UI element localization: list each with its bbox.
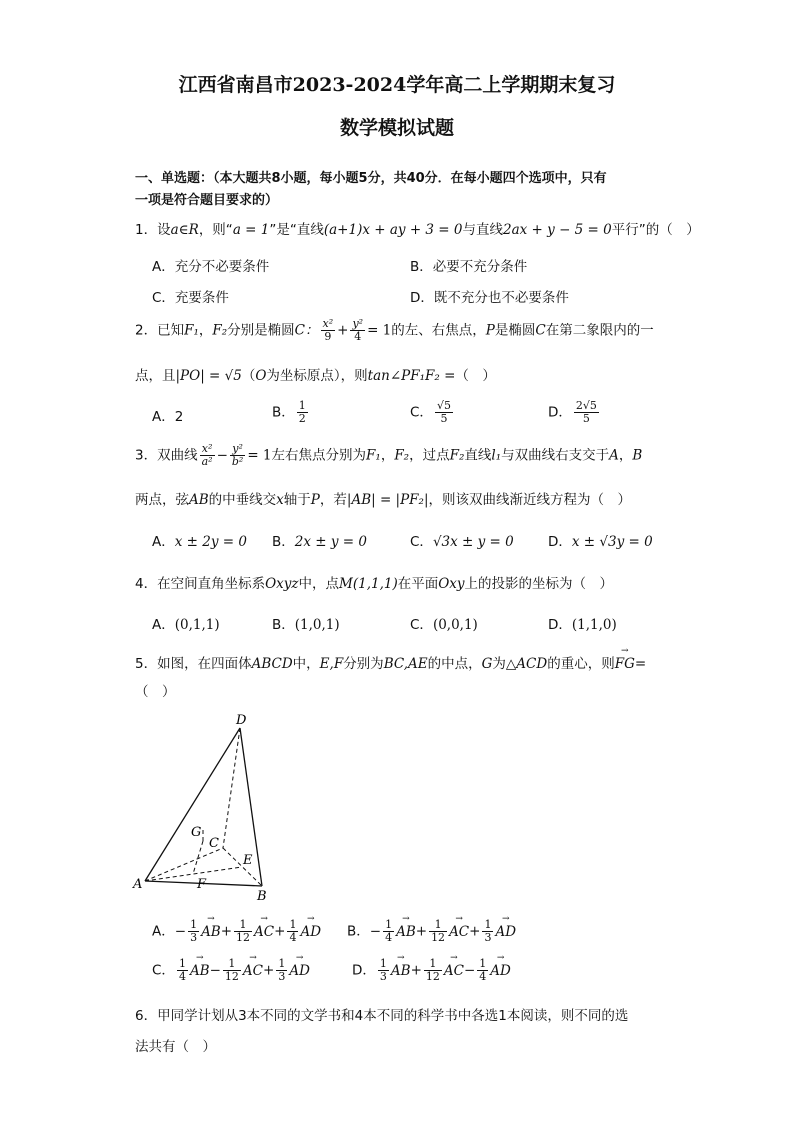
option-label: D． <box>548 617 572 633</box>
q2-math: C： <box>294 322 319 339</box>
fraction <box>477 958 488 983</box>
vector: → AD <box>289 963 310 979</box>
question-3-stem-cont <box>135 488 631 508</box>
vector: → AD <box>490 963 511 979</box>
denominator: 9 <box>324 330 332 343</box>
fraction <box>435 400 453 425</box>
fraction <box>297 400 308 425</box>
q3-text: 双曲线 <box>157 447 198 464</box>
option-math: (0,1,1) <box>174 617 220 633</box>
option-math: x ± √3y = 0 <box>571 534 653 550</box>
question-number: 4． <box>135 576 158 592</box>
numerator: 1 <box>484 918 492 931</box>
question-5-stem <box>135 652 646 672</box>
q4-math: Oxy <box>438 576 465 592</box>
option-math: (0,0,1) <box>432 617 478 633</box>
numerator: 1 <box>479 957 487 970</box>
q6-text: 甲同学计划从3本不同的文学书和4本不同的科学书中各选1本阅读，则不同的选 <box>157 1008 629 1024</box>
denominator: 3 <box>379 970 387 983</box>
question-number: 1． <box>135 222 158 238</box>
option-math: x ± 2y = 0 <box>174 534 247 550</box>
question-2-stem-cont <box>135 364 496 384</box>
vector: → AB <box>201 924 221 940</box>
denominator: 12 <box>236 931 251 944</box>
fraction <box>200 443 215 468</box>
q5-math: G <box>481 656 493 672</box>
q3-text: ，过点 <box>409 447 450 464</box>
term-sign: − <box>174 923 187 940</box>
term-sign: + <box>410 962 422 979</box>
fraction <box>378 958 389 983</box>
denominator: 4 <box>289 931 297 944</box>
tetrahedron-figure <box>125 708 285 908</box>
denominator: 4 <box>385 931 393 944</box>
q2-math: F₂ <box>212 322 228 339</box>
q3-math: − <box>216 447 228 464</box>
fraction <box>276 958 287 983</box>
q3-text: 两点，弦 <box>135 492 189 508</box>
q3-math: F₁ <box>366 447 381 464</box>
q4-text: 中，点 <box>298 576 340 592</box>
q1-text: 平行”的（ ） <box>611 222 700 238</box>
q2-text: 在第二象限内的一 <box>545 322 654 339</box>
q3-text: ， <box>618 447 633 464</box>
q2-math: O <box>255 368 267 384</box>
fraction <box>230 443 245 468</box>
denominator: 2 <box>298 412 306 425</box>
q5-math: = <box>634 656 647 672</box>
q3-math: AB <box>189 492 209 508</box>
question-4-stem <box>135 572 613 592</box>
denominator: 3 <box>484 931 492 944</box>
segment-ae <box>145 867 242 881</box>
option-label: B． <box>272 404 295 421</box>
option-label: B． <box>347 923 370 940</box>
fraction <box>574 400 599 425</box>
q2-math: = 1 <box>367 322 392 339</box>
q1-option-b[interactable]: B．必要不充分条件 <box>410 259 528 275</box>
denominator: 4 <box>178 970 186 983</box>
q5-math: BC,AE <box>383 656 428 672</box>
q3-text: 与双曲线右支交于 <box>501 447 610 464</box>
q2-text: 为坐标原点），则 <box>266 368 368 384</box>
option-label: D． <box>548 404 572 421</box>
q3-option-a[interactable] <box>152 530 247 550</box>
term-sign: + <box>469 923 481 940</box>
option-label: A． <box>152 617 175 633</box>
q2-option-a[interactable]: A．2 <box>152 409 184 425</box>
numerator: 1 <box>298 399 306 412</box>
question-3-stem <box>135 443 642 468</box>
option-label: C． <box>410 404 433 421</box>
q1-option-d[interactable]: D．既不充分也不必要条件 <box>410 290 569 306</box>
term-sign: − <box>463 962 476 979</box>
section-heading-line2: 一项是符合题目要求的） <box>135 193 279 208</box>
edge-ac <box>145 848 223 881</box>
q3-option-b[interactable] <box>272 530 367 550</box>
question-1-stem <box>135 218 700 238</box>
numerator: 1 <box>178 957 186 970</box>
q1-option-c[interactable]: C．充要条件 <box>152 290 229 306</box>
q3-option-c[interactable] <box>410 530 514 550</box>
q4-math: Oxyz <box>265 576 299 592</box>
fraction <box>234 919 252 944</box>
fraction <box>188 919 199 944</box>
question-number: 6． <box>135 1008 158 1024</box>
q4-option-c[interactable] <box>410 613 478 633</box>
q5-text: 中， <box>292 656 320 672</box>
q4-text: 在平面 <box>397 576 439 592</box>
numerator: 1 <box>289 918 297 931</box>
q1-text: 与直线 <box>462 222 503 238</box>
q5-option-b[interactable] <box>347 919 516 944</box>
q3-math: x <box>276 492 284 508</box>
q2-text: 已知 <box>157 322 185 339</box>
q5-text: 如图，在四面体 <box>157 656 252 672</box>
question-6-stem-cont: 法共有（ ） <box>135 1039 216 1055</box>
q2-math: |PO| = √5 <box>175 368 242 384</box>
option-math: (1,1,0) <box>571 617 617 633</box>
vector: → AB <box>396 924 416 940</box>
denominator: 12 <box>224 970 239 983</box>
option-label: C． <box>152 962 175 979</box>
q3-math: F₂ <box>394 447 410 464</box>
q3-text: 轴于 <box>283 492 311 508</box>
q2-option-b[interactable] <box>272 400 310 425</box>
q4-math: M(1,1,1) <box>339 576 398 592</box>
point-label-e: E <box>243 853 253 868</box>
fraction <box>350 318 365 343</box>
q2-text: 点，且 <box>135 368 176 384</box>
q5-vector: → FG <box>615 656 635 672</box>
edge-dc <box>223 728 240 848</box>
q4-text: 在空间直角坐标系 <box>157 576 266 592</box>
q4-text: 上的投影的坐标为（ ） <box>464 576 614 592</box>
vector: → AD <box>300 924 321 940</box>
q2-text: （ <box>241 368 256 384</box>
question-2-stem <box>135 318 654 343</box>
denominator: a² <box>201 455 213 468</box>
q2-math: F₁ <box>184 322 199 339</box>
q3-text: 左右焦点分别为 <box>271 447 367 464</box>
q5-text: 为 <box>492 656 506 672</box>
q3-math: F₂ <box>449 447 465 464</box>
denominator: 12 <box>431 931 446 944</box>
denominator: 4 <box>354 330 362 343</box>
q2-text: ， <box>198 322 213 339</box>
q5-text: 的中点， <box>427 656 482 672</box>
q5-option-d[interactable] <box>352 958 511 983</box>
option-label: C． <box>410 617 433 633</box>
q5-option-a[interactable] <box>152 919 321 944</box>
denominator: 12 <box>425 970 440 983</box>
numerator: x² <box>322 317 334 330</box>
option-label: A． <box>152 923 175 940</box>
q1-text: ”是“直线 <box>269 222 324 238</box>
q5-math: △ACD <box>505 656 548 672</box>
option-label: C． <box>410 534 433 550</box>
exam-title: 江西省南昌市2023-2024学年高二上学期期末复习 <box>178 74 616 96</box>
q2-text: 的左、右焦点， <box>391 322 486 339</box>
denominator: 4 <box>479 970 487 983</box>
q2-math: tan∠PF₁F₂ = <box>367 368 456 384</box>
option-label: B． <box>272 534 295 550</box>
fraction <box>482 919 493 944</box>
q2-text: 是椭圆 <box>494 322 536 339</box>
denominator: b² <box>231 455 244 468</box>
numerator: 1 <box>223 958 241 971</box>
q4-option-b[interactable] <box>272 613 340 633</box>
numerator: 1 <box>385 918 393 931</box>
q1-line2-eq: 2ax + y − 5 = 0 <box>503 222 612 238</box>
term-sign: + <box>263 962 275 979</box>
q2-math: P <box>485 322 495 339</box>
q2-text: 分别是椭圆 <box>227 322 295 339</box>
segment-fg <box>193 841 203 874</box>
denominator: 5 <box>440 412 448 425</box>
numerator: 1 <box>424 958 442 971</box>
q3-math: |AB| = |PF₂| <box>346 492 429 508</box>
fraction <box>177 958 188 983</box>
q2-option-c[interactable] <box>410 400 455 425</box>
numerator: 2√5 <box>575 399 597 412</box>
q4-option-a[interactable] <box>152 613 220 633</box>
q1-text: ，则“ <box>198 222 233 238</box>
vector: → AC <box>444 963 464 979</box>
numerator: 1 <box>278 957 286 970</box>
numerator: y² <box>352 317 364 330</box>
option-math: √3x ± y = 0 <box>432 534 514 550</box>
term-sign: + <box>415 923 428 940</box>
question-5-paren: （ ） <box>135 684 176 700</box>
q2-math: C <box>535 322 546 339</box>
point-label-g: G <box>191 825 202 840</box>
option-label: D． <box>548 534 572 550</box>
question-number: 2． <box>135 322 158 339</box>
numerator: 1 <box>234 919 252 932</box>
denominator: 5 <box>582 412 590 425</box>
numerator: x² <box>200 443 215 456</box>
q3-math: B <box>632 447 643 464</box>
q3-option-d[interactable] <box>548 530 653 550</box>
denominator: 3 <box>190 931 198 944</box>
q3-text: ，则该双曲线渐近线方程为（ ） <box>428 492 632 508</box>
q3-text: ， <box>380 447 395 464</box>
fraction <box>321 318 336 343</box>
q5-math: ABCD <box>251 656 293 672</box>
q2-option-d[interactable] <box>548 400 601 425</box>
option-math: (1,0,1) <box>294 617 340 633</box>
q5-text: 的重心，则 <box>547 656 615 672</box>
section-heading-line1: 一、单选题：（本大题共8小题，每小题5分，共40分．在每小题四个选项中，只有 <box>135 171 607 186</box>
vector: → AB <box>391 963 411 979</box>
numerator: y² <box>230 443 245 456</box>
q2-math: + <box>337 322 349 339</box>
q3-math: P <box>310 492 320 508</box>
q3-math: = 1 <box>247 447 272 464</box>
question-number: 5． <box>135 656 158 672</box>
fraction <box>287 919 298 944</box>
numerator: 1 <box>190 918 198 931</box>
fraction <box>429 919 447 944</box>
vertex-label-a: A <box>133 877 143 892</box>
term-sign: + <box>220 923 233 940</box>
q3-text: 直线 <box>464 447 492 464</box>
q1-option-a[interactable]: A．充分不必要条件 <box>152 259 270 275</box>
q3-text: 的中垂线交 <box>208 492 277 508</box>
q4-option-d[interactable] <box>548 613 617 633</box>
q1-line1-eq: (a+1)x + ay + 3 = 0 <box>323 222 463 238</box>
question-number: 3． <box>135 447 158 464</box>
numerator: 1 <box>379 957 387 970</box>
question-6-stem <box>135 1004 628 1024</box>
q5-text: 分别为 <box>343 656 384 672</box>
denominator: 3 <box>278 970 286 983</box>
fraction <box>223 958 241 983</box>
option-math: 2x ± y = 0 <box>294 534 367 550</box>
q1-text: 设 <box>157 222 171 238</box>
fraction <box>424 958 442 983</box>
exam-subtitle: 数学模拟试题 <box>339 117 454 139</box>
option-label: D． <box>352 962 376 979</box>
term-sign: − <box>369 923 382 940</box>
option-label: A． <box>152 534 175 550</box>
vector: → AC <box>243 963 263 979</box>
fraction <box>383 919 394 944</box>
vector: → AD <box>495 924 516 940</box>
vertex-label-d: D <box>236 713 247 728</box>
vertex-label-b: B <box>257 889 267 904</box>
vector: → AC <box>254 924 274 940</box>
term-sign: + <box>274 923 286 940</box>
q3-math: A <box>609 447 619 464</box>
term-sign: − <box>209 962 221 979</box>
q5-math: E,F <box>319 656 344 672</box>
q5-option-c[interactable] <box>152 958 310 983</box>
vertex-label-c: C <box>209 836 219 851</box>
numerator: √5 <box>436 399 451 412</box>
vector: → AB <box>190 963 210 979</box>
q2-text: （ ） <box>455 368 496 384</box>
edge-ad <box>145 728 240 881</box>
q1-math: a = 1 <box>232 222 270 238</box>
point-label-f: F <box>197 877 207 892</box>
option-label: B． <box>272 617 295 633</box>
vector: → AC <box>449 924 469 940</box>
q3-text: ，若 <box>319 492 347 508</box>
q1-math: a∈R <box>170 222 199 238</box>
q3-math: l₁ <box>491 447 502 464</box>
numerator: 1 <box>429 919 447 932</box>
